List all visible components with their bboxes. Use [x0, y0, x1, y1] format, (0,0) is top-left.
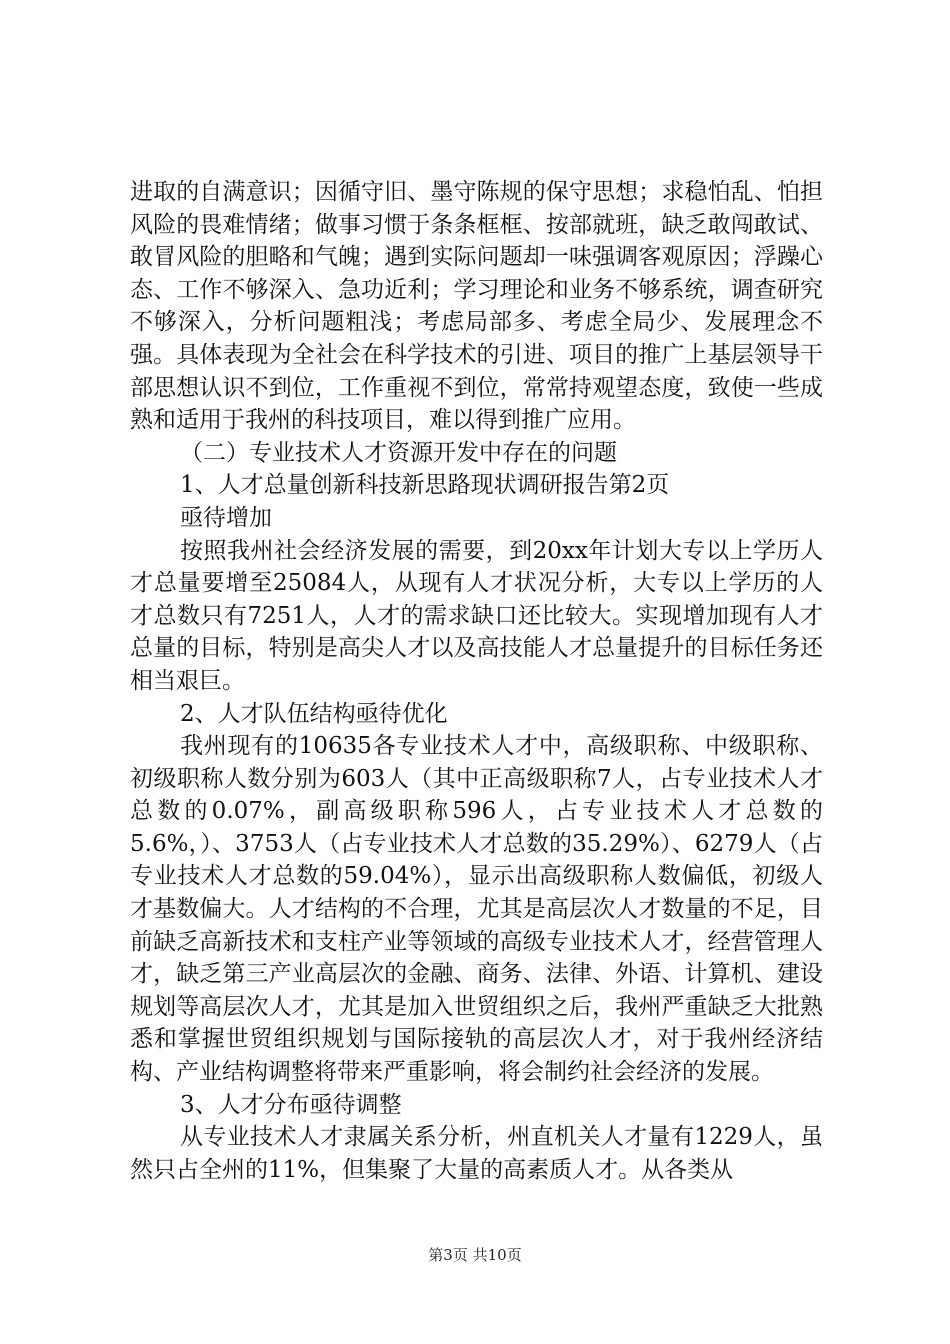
page-footer: 第3页 共10页	[428, 1246, 522, 1264]
subsection-heading: 1、人才总量创新科技新思路现状调研报告第2页	[180, 472, 670, 499]
section-heading: （二）专业技术人才资源开发中存在的问题	[180, 439, 617, 466]
subsection-heading: 2、人才队伍结构亟待优化	[180, 700, 448, 727]
paragraph: 我州现有的10635各专业技术人才中，高级职称、中级职称、初级职称人数分别为603人（其中正高级职称7人，占专业技术人才总数的0.07%，副高级职称596人，占专业技术人才总数的5.6%，）、3753人（占专业技术人才总数的35.29%）、6279人（占专业技术人才总数的59.04%），显示出高级职称人数偏低，初级人才基数偏大。人才结构的不合理，尤其是高层次人才数量的不足，目前缺乏高新技术和支柱产业等领域的高级专业技术人才，经营管理人才，缺乏第三产业高层次的金融、商务、法律、外语、计算机、建设规划等高层次人才，尤其是加入世贸组织之后，我州严重缺乏大批熟悉和掌握世贸组织规划与国际接轨的高层次人才，对于我州经济结构、产业结构调整将带来严重影响，将会制约社会经济的发展。	[130, 733, 823, 1086]
document-body	[130, 176, 823, 1186]
paragraph: 按照我州社会经济发展的需要，到20xx年计划大专以上学历人才总量要增至25084人，从现有人才状况分析，大专以上学历的人才总数只有7251人，人才的需求缺口还比较大。实现增加现有人才总量的目标，特别是高尖人才以及高技能人才总量提升的目标任务还相当艰巨。	[130, 537, 823, 694]
subsection-heading: 3、人才分布亟待调整	[180, 1091, 402, 1118]
paragraph: 进取的自满意识；因循守旧、墨守陈规的保守思想；求稳怕乱、怕担风险的畏难情绪；做事习惯于条条框框、按部就班，缺乏敢闯敢试、敢冒风险的胆略和气魄；遇到实际问题却一味强调客观原因；浮躁心态、工作不够深入、急功近利；学习理论和业务不够系统，调查研究不够深入，分析问题粗浅；考虑局部多、考虑全局少、发展理念不强。具体表现为全社会在科学技术的引进、项目的推广上基层领导干部思想认识不到位，工作重视不到位，常常持观望态度，致使一些成熟和适用于我州的科技项目，难以得到推广应用。	[130, 179, 823, 434]
paragraph: 从专业技术人才隶属关系分析，州直机关人才量有1229人，虽然只占全州的11%，但集聚了大量的高素质人才。从各类从	[130, 1124, 823, 1183]
subsection-heading-continued: 亟待增加	[180, 504, 272, 531]
